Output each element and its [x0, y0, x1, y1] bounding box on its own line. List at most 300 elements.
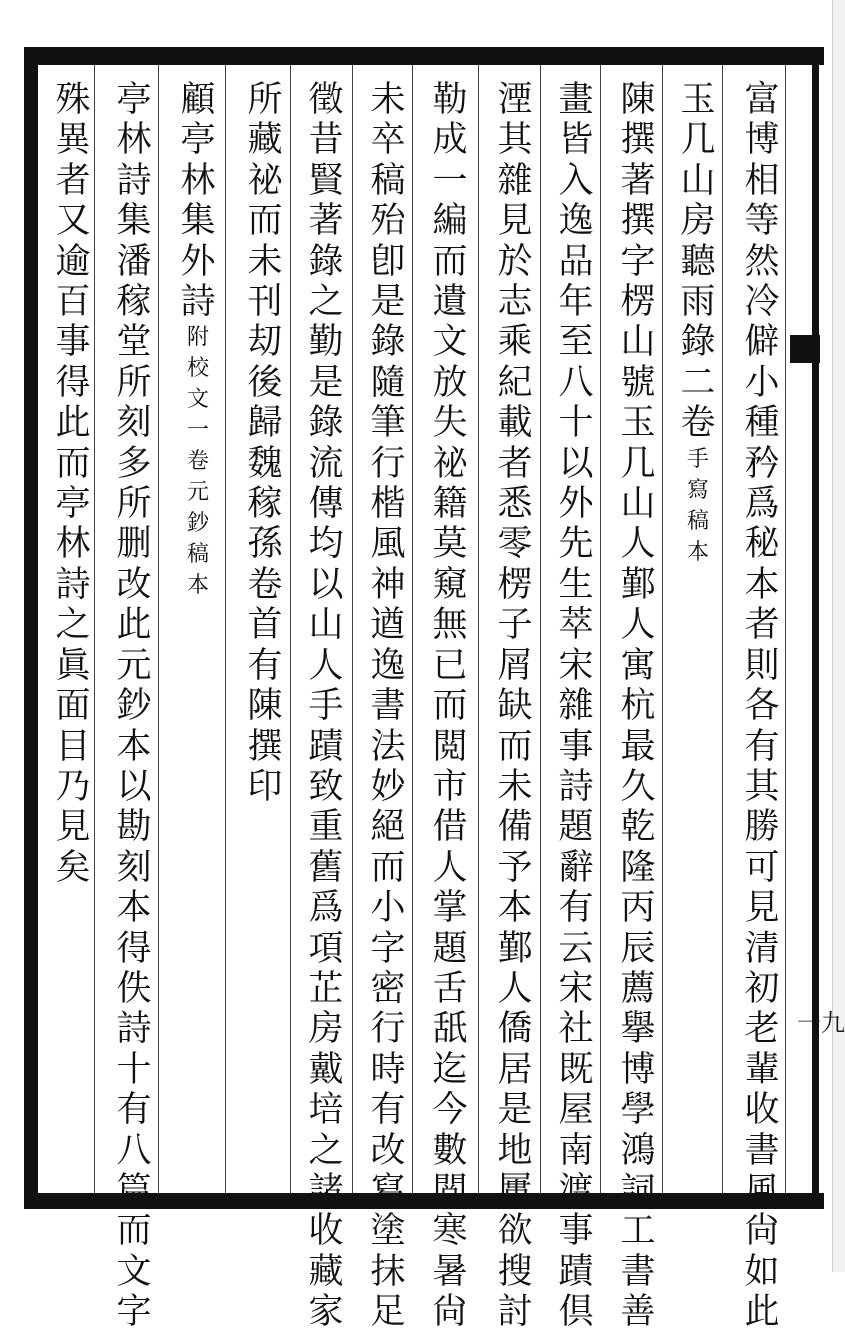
character: 寓 [620, 645, 656, 686]
character: 眞 [55, 645, 91, 686]
character: 志 [497, 282, 533, 323]
character: 之 [55, 605, 91, 646]
ink-blot [790, 335, 820, 363]
character: 既 [558, 1049, 594, 1090]
character: 林 [55, 524, 91, 565]
character: 卒 [370, 120, 406, 161]
character: 悉 [497, 484, 533, 525]
character: 多 [116, 443, 152, 484]
character: 矣 [55, 847, 91, 888]
character: 隆 [620, 847, 656, 888]
character: 本 [116, 726, 152, 767]
character: 而 [432, 241, 468, 282]
character: 山 [620, 322, 656, 363]
character: 品 [558, 241, 594, 282]
character: 如 [744, 1251, 780, 1292]
character: 社 [558, 1009, 594, 1050]
character: 逸 [370, 645, 406, 686]
character: 清 [744, 928, 780, 969]
annotation-character: 本 [686, 539, 709, 565]
character: 善 [620, 1292, 656, 1333]
character: 放 [432, 362, 468, 403]
character: 尙 [432, 1292, 468, 1333]
character: 紀 [497, 362, 533, 403]
character: 山 [680, 160, 716, 201]
character: 人 [497, 968, 533, 1009]
text-column [170, 80, 226, 601]
text-column [45, 80, 101, 888]
character: 詩 [116, 160, 152, 201]
character: 有 [247, 645, 283, 686]
character: 陳 [620, 80, 656, 120]
character: 然 [744, 241, 780, 282]
character: 有 [116, 1090, 152, 1131]
character: 所 [247, 80, 283, 120]
annotation-character: 本 [186, 573, 209, 599]
character: 相 [744, 160, 780, 201]
character: 而 [116, 1211, 152, 1252]
character: 時 [370, 1049, 406, 1090]
character: 勤 [308, 322, 344, 363]
character: 爲 [744, 484, 780, 525]
character: 删 [116, 524, 152, 565]
character: 今 [432, 1090, 468, 1131]
character: 楞 [620, 282, 656, 323]
character: 而 [247, 201, 283, 242]
character: 密 [370, 968, 406, 1009]
character: 致 [308, 766, 344, 807]
character: 流 [308, 443, 344, 484]
character: 之 [308, 282, 344, 323]
page-number: 一九 [797, 1009, 845, 1037]
character: 地 [497, 1130, 533, 1171]
character: 小 [370, 888, 406, 929]
text-column [298, 80, 354, 1333]
annotation-character: 校 [186, 356, 209, 382]
character: 歸 [247, 403, 283, 444]
character: 僻 [744, 322, 780, 363]
character: 芷 [308, 968, 344, 1009]
character: 改 [116, 564, 152, 605]
character: 以 [558, 443, 594, 484]
annotation-character: 附 [186, 325, 209, 351]
character: 稼 [116, 282, 152, 323]
character: 逾 [55, 241, 91, 282]
character: 陳 [247, 686, 283, 727]
character: 辭 [558, 847, 594, 888]
character: 項 [308, 928, 344, 969]
character: 小 [744, 362, 780, 403]
character: 數 [432, 1130, 468, 1171]
character: 後 [247, 362, 283, 403]
character: 久 [620, 766, 656, 807]
character: 十 [116, 1049, 152, 1090]
character: 其 [744, 766, 780, 807]
character: 法 [370, 726, 406, 767]
character: 南 [558, 1130, 594, 1171]
character: 初 [744, 968, 780, 1009]
character: 集 [116, 201, 152, 242]
character: 面 [55, 686, 91, 727]
character: 詞 [620, 1170, 656, 1211]
character: 湮 [497, 80, 533, 120]
text-column [487, 80, 543, 1333]
character: 有 [558, 888, 594, 929]
character: 生 [558, 564, 594, 605]
character: 市 [432, 766, 468, 807]
character: 蹟 [558, 1251, 594, 1292]
text-column [360, 80, 416, 1333]
character: 而 [370, 847, 406, 888]
character: 林 [180, 160, 216, 201]
character: 秘 [744, 524, 780, 565]
character: 籍 [432, 484, 468, 525]
character: 窺 [432, 564, 468, 605]
character: 行 [370, 1009, 406, 1050]
character: 稿 [370, 160, 406, 201]
character: 刊 [247, 282, 283, 323]
character: 子 [497, 605, 533, 646]
character: 富 [744, 80, 780, 120]
character: 錄 [680, 322, 716, 363]
character: 玉 [680, 80, 716, 120]
character: 先 [558, 524, 594, 565]
character: 几 [620, 443, 656, 484]
character: 亭 [55, 484, 91, 525]
character: 鄞 [620, 564, 656, 605]
frame-top-border [24, 47, 824, 65]
character: 事 [55, 322, 91, 363]
character: 撰 [620, 120, 656, 161]
character: 外 [558, 484, 594, 525]
character: 集 [180, 201, 216, 242]
character: 卷 [247, 564, 283, 605]
text-column [610, 80, 666, 1333]
character: 載 [497, 403, 533, 444]
character: 勘 [116, 807, 152, 848]
character: 莫 [432, 524, 468, 565]
character: 乘 [497, 322, 533, 363]
character: 刧 [247, 322, 283, 363]
character: 書 [620, 1251, 656, 1292]
character: 是 [308, 362, 344, 403]
character: 丙 [620, 888, 656, 929]
text-column [422, 80, 478, 1333]
character: 予 [497, 847, 533, 888]
text-column [237, 80, 293, 807]
character: 萃 [558, 605, 594, 646]
character: 編 [432, 201, 468, 242]
character: 乾 [620, 807, 656, 848]
character: 而 [432, 686, 468, 727]
character: 收 [308, 1211, 344, 1252]
character: 本 [497, 888, 533, 929]
character: 有 [744, 726, 780, 767]
character: 矜 [744, 443, 780, 484]
character: 掌 [432, 888, 468, 929]
character: 人 [308, 645, 344, 686]
character: 行 [370, 443, 406, 484]
character: 辰 [620, 928, 656, 969]
character: 詩 [558, 766, 594, 807]
character: 文 [116, 1251, 152, 1292]
character: 人 [620, 605, 656, 646]
character: 號 [620, 362, 656, 403]
character: 鄞 [497, 928, 533, 969]
character: 賢 [308, 160, 344, 201]
character: 鴻 [620, 1130, 656, 1171]
character: 之 [308, 1130, 344, 1171]
character: 足 [370, 1292, 406, 1333]
character: 雨 [680, 282, 716, 323]
character: 博 [620, 1049, 656, 1090]
character: 手 [308, 686, 344, 727]
character: 遺 [432, 282, 468, 323]
character: 於 [497, 241, 533, 282]
character: 風 [744, 1170, 780, 1211]
character: 鈔 [116, 686, 152, 727]
character: 亭 [180, 120, 216, 161]
character: 詩 [180, 282, 216, 323]
character: 書 [370, 686, 406, 727]
character: 年 [558, 282, 594, 323]
character: 勝 [744, 807, 780, 848]
character: 殆 [370, 201, 406, 242]
annotation-character: 寫 [686, 477, 709, 503]
character: 玉 [620, 403, 656, 444]
character: 搜 [497, 1251, 533, 1292]
character: 重 [308, 807, 344, 848]
character: 宋 [558, 645, 594, 686]
character: 楷 [370, 484, 406, 525]
character: 詩 [116, 1009, 152, 1050]
character: 而 [497, 726, 533, 767]
character: 二 [680, 362, 716, 403]
character: 刻 [116, 403, 152, 444]
text-column [548, 80, 604, 1333]
character: 得 [116, 928, 152, 969]
character: 而 [55, 443, 91, 484]
character: 此 [55, 403, 91, 444]
character: 字 [370, 928, 406, 969]
character: 杭 [620, 686, 656, 727]
character: 此 [116, 605, 152, 646]
character: 種 [744, 403, 780, 444]
character: 宋 [558, 968, 594, 1009]
character: 備 [497, 807, 533, 848]
character: 刻 [116, 847, 152, 888]
character: 一 [432, 160, 468, 201]
character: 妙 [370, 766, 406, 807]
character: 卽 [370, 241, 406, 282]
character: 事 [558, 726, 594, 767]
character: 篇 [116, 1170, 152, 1211]
character: 尙 [744, 1211, 780, 1252]
character: 者 [744, 605, 780, 646]
annotation-character: 手 [686, 446, 709, 472]
character: 入 [558, 160, 594, 201]
text-column [106, 80, 162, 1333]
character: 外 [180, 241, 216, 282]
character: 是 [497, 1090, 533, 1131]
character: 者 [55, 160, 91, 201]
character: 事 [558, 1211, 594, 1252]
character: 僑 [497, 1009, 533, 1050]
character: 撰 [620, 201, 656, 242]
character: 題 [558, 807, 594, 848]
character: 十 [558, 403, 594, 444]
character: 元 [116, 645, 152, 686]
character: 此 [744, 1292, 780, 1333]
character: 絕 [370, 807, 406, 848]
character: 山 [308, 605, 344, 646]
character: 見 [55, 807, 91, 848]
character: 零 [497, 524, 533, 565]
character: 山 [620, 484, 656, 525]
character: 屑 [497, 645, 533, 686]
character: 則 [744, 645, 780, 686]
character: 舌 [432, 968, 468, 1009]
character: 屋 [558, 1090, 594, 1131]
character: 楞 [497, 564, 533, 605]
character: 屢 [497, 1170, 533, 1211]
character: 八 [116, 1130, 152, 1171]
character: 所 [116, 484, 152, 525]
character: 渡 [558, 1170, 594, 1211]
character: 擧 [620, 1009, 656, 1050]
character: 家 [308, 1292, 344, 1333]
character: 工 [620, 1211, 656, 1252]
character: 閲 [432, 1170, 468, 1211]
annotation-character: 稿 [186, 542, 209, 568]
character: 塗 [370, 1211, 406, 1252]
character: 暑 [432, 1251, 468, 1292]
annotation-character: 鈔 [186, 511, 209, 537]
character: 印 [247, 766, 283, 807]
character: 改 [370, 1130, 406, 1171]
character: 均 [308, 524, 344, 565]
character: 書 [744, 1130, 780, 1171]
character: 冷 [744, 282, 780, 323]
character: 學 [620, 1090, 656, 1131]
character: 遒 [370, 605, 406, 646]
character: 撰 [247, 726, 283, 767]
character: 已 [432, 645, 468, 686]
character: 傳 [308, 484, 344, 525]
character: 借 [432, 807, 468, 848]
character: 卷 [680, 403, 716, 444]
text-column [734, 80, 790, 1333]
character: 博 [744, 120, 780, 161]
character: 抹 [370, 1251, 406, 1292]
character: 收 [744, 1090, 780, 1131]
column-rule [478, 65, 479, 1193]
character: 藏 [308, 1251, 344, 1292]
character: 佚 [116, 968, 152, 1009]
character: 雜 [497, 160, 533, 201]
character: 著 [308, 201, 344, 242]
character: 逸 [558, 201, 594, 242]
character: 字 [116, 1292, 152, 1333]
character: 殊 [55, 80, 91, 120]
character: 迄 [432, 1049, 468, 1090]
character: 筆 [370, 403, 406, 444]
character: 魏 [247, 443, 283, 484]
character: 八 [558, 362, 594, 403]
annotation-character: 文 [186, 387, 209, 413]
character: 蹟 [308, 726, 344, 767]
character: 諸 [308, 1170, 344, 1211]
character: 錄 [308, 241, 344, 282]
character: 孫 [247, 524, 283, 565]
character: 得 [55, 362, 91, 403]
character: 最 [620, 726, 656, 767]
character: 詩 [55, 564, 91, 605]
character: 百 [55, 282, 91, 323]
character: 輩 [744, 1049, 780, 1090]
character: 其 [497, 120, 533, 161]
character: 人 [620, 524, 656, 565]
text-column [670, 80, 726, 568]
character: 者 [497, 443, 533, 484]
character: 倶 [558, 1292, 594, 1333]
character: 以 [308, 564, 344, 605]
character: 林 [116, 120, 152, 161]
character: 爲 [308, 888, 344, 929]
character: 云 [558, 928, 594, 969]
character: 著 [620, 160, 656, 201]
character: 神 [370, 564, 406, 605]
character: 題 [432, 928, 468, 969]
character: 老 [744, 1009, 780, 1050]
character: 潘 [116, 241, 152, 282]
character: 首 [247, 605, 283, 646]
character: 寒 [432, 1211, 468, 1252]
character: 目 [55, 726, 91, 767]
character: 至 [558, 322, 594, 363]
character: 成 [432, 120, 468, 161]
character: 稼 [247, 484, 283, 525]
character: 培 [308, 1090, 344, 1131]
character: 等 [744, 201, 780, 242]
character: 勒 [432, 80, 468, 120]
annotation-character: 一 [186, 418, 209, 444]
character: 几 [680, 120, 716, 161]
character: 薦 [620, 968, 656, 1009]
character: 畫 [558, 80, 594, 120]
character: 字 [620, 241, 656, 282]
character: 未 [247, 241, 283, 282]
character: 見 [744, 888, 780, 929]
character: 文 [432, 322, 468, 363]
character: 堂 [116, 322, 152, 363]
character: 缺 [497, 686, 533, 727]
character: 閲 [432, 726, 468, 767]
character: 又 [55, 201, 91, 242]
character: 無 [432, 605, 468, 646]
character: 人 [432, 847, 468, 888]
frame-left-border [24, 47, 38, 1209]
character: 乃 [55, 766, 91, 807]
character: 藏 [247, 120, 283, 161]
character: 祕 [247, 160, 283, 201]
character: 以 [116, 766, 152, 807]
paper-edge [832, 0, 845, 1272]
character: 錄 [308, 403, 344, 444]
character: 本 [116, 888, 152, 929]
character: 是 [370, 282, 406, 323]
character: 見 [497, 201, 533, 242]
